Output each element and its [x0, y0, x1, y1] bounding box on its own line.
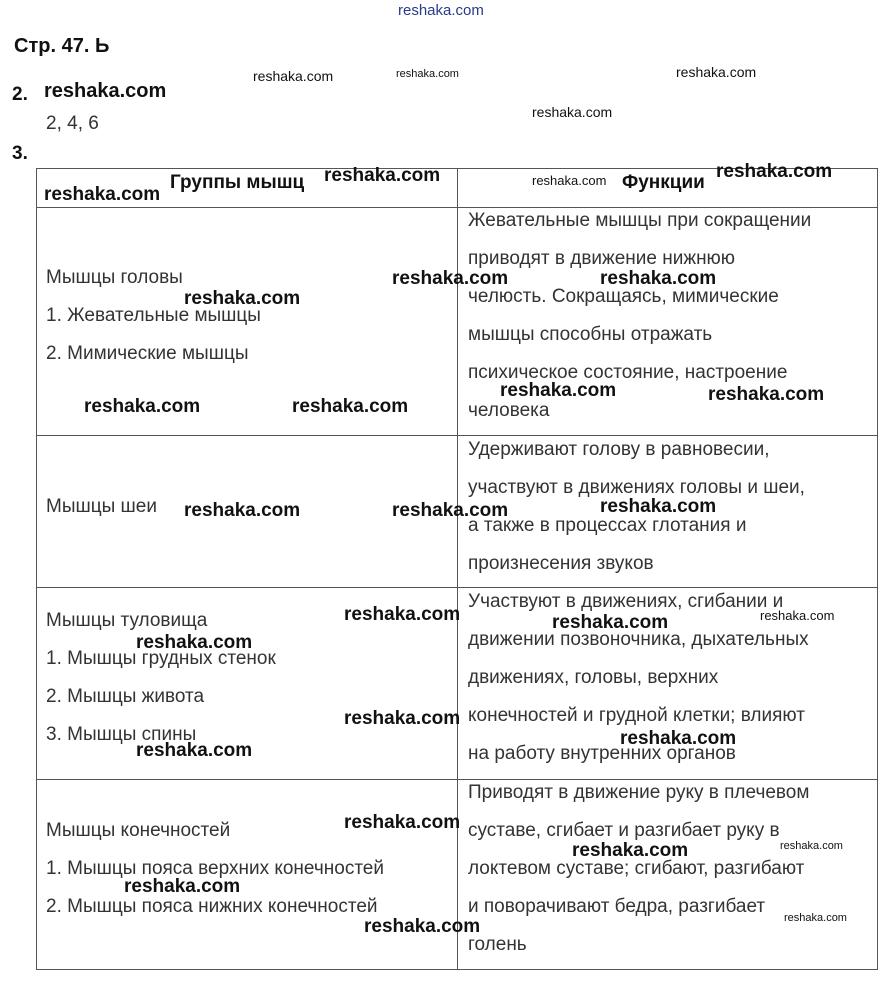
table-row-neck-group [46, 488, 157, 526]
watermark: reshaka.com [344, 708, 461, 729]
watermark: reshaka.com [500, 380, 617, 401]
watermark: reshaka.com [136, 740, 253, 761]
question-number-3: 3. [12, 143, 28, 164]
table-border-right [877, 168, 878, 970]
table-row-trunk-group [46, 602, 276, 754]
watermark: reshaka.com [532, 173, 607, 188]
group-line: 2. Мышцы живота [46, 686, 205, 707]
function-line: движениях, головы, верхних [468, 667, 719, 688]
watermark: reshaka.com [620, 728, 737, 749]
watermark: reshaka.com [344, 812, 461, 833]
watermark: reshaka.com [324, 165, 441, 186]
watermark: reshaka.com [552, 612, 669, 633]
watermark: reshaka.com [708, 384, 825, 405]
watermark: reshaka.com [124, 876, 241, 897]
group-line: 1. Мышцы пояса верхних конечностей [46, 858, 384, 879]
page-title [14, 35, 109, 58]
function-line: мышцы способны отражать [468, 324, 713, 345]
group-line: Мышцы туловища [46, 610, 208, 631]
watermark: reshaka.com [292, 396, 409, 417]
function-line: локтевом суставе; сгибают, разгибают [468, 858, 805, 879]
function-line: на работу внутренних органов [468, 743, 736, 764]
function-line: челюсть. Сокращаясь, мимические [468, 286, 779, 307]
watermark: reshaka.com [784, 912, 847, 924]
function-line: участвуют в движениях головы и шеи, [468, 477, 805, 498]
watermark: reshaka.com [44, 184, 161, 205]
watermark: reshaka.com [676, 64, 757, 80]
function-line: а также в процессах глотания и [468, 515, 747, 536]
watermark: reshaka.com [600, 268, 717, 289]
column-header-groups: Группы мышц [170, 172, 305, 193]
function-line: голень [468, 934, 527, 955]
watermark: reshaka.com [253, 68, 334, 84]
watermark: reshaka.com [760, 608, 835, 623]
question-number-2: 2. [12, 84, 28, 105]
watermark: reshaka.com [44, 80, 167, 102]
table-row-head-group [46, 259, 261, 373]
group-line: 2. Мимические мышцы [46, 343, 249, 364]
function-line: Удерживают голову в равновесии, [468, 439, 770, 460]
watermark: reshaka.com [572, 840, 689, 861]
watermark: reshaka.com [364, 916, 481, 937]
column-header-functions: Функции [622, 172, 705, 193]
function-line: суставе, сгибает и разгибает руку в [468, 820, 780, 841]
group-line: 3. Мышцы спины [46, 724, 197, 745]
function-line: психическое состояние, настроение [468, 362, 788, 383]
watermark: reshaka.com [716, 161, 833, 182]
function-line: приводят в движение нижнюю [468, 248, 736, 269]
watermark: reshaka.com [600, 496, 717, 517]
function-line: Приводят в движение руку в плечевом [468, 782, 810, 803]
function-line: и поворачивают бедра, разгибает [468, 896, 766, 917]
function-line: Жевательные мышцы при сокращении [468, 210, 812, 231]
group-line: Мышцы шеи [46, 496, 157, 517]
page-title-text: Стр. 47. [14, 35, 90, 57]
watermark: reshaka.com [780, 840, 843, 852]
table-row-limbs-function [468, 774, 809, 964]
watermark: reshaka.com [532, 104, 613, 120]
function-line: движении позвоночника, дыхательных [468, 629, 809, 650]
function-line: Участвуют в движениях, сгибании и [468, 591, 784, 612]
watermark: reshaka.com [398, 2, 484, 19]
watermark: reshaka.com [84, 396, 201, 417]
watermark: reshaka.com [392, 500, 509, 521]
group-line: 1. Мышцы грудных стенок [46, 648, 276, 669]
page-title-suffix: Ь [94, 35, 110, 57]
function-line: произнесения звуков [468, 553, 654, 574]
table-border-left [36, 168, 37, 970]
group-line: 1. Жевательные мышцы [46, 305, 261, 326]
watermark: reshaka.com [344, 604, 461, 625]
watermark: reshaka.com [136, 632, 253, 653]
group-line: Мышцы конечностей [46, 820, 231, 841]
watermark: reshaka.com [184, 288, 301, 309]
watermark: reshaka.com [184, 500, 301, 521]
watermark: reshaka.com [396, 68, 459, 80]
group-line: Мышцы головы [46, 267, 183, 288]
watermark: reshaka.com [392, 268, 509, 289]
table-row-limbs-group [46, 812, 384, 926]
group-line: 2. Мышцы пояса нижних конечностей [46, 896, 378, 917]
function-line: конечностей и грудной клетки; влияют [468, 705, 805, 726]
function-line: человека [468, 400, 550, 421]
question-2-answer: 2, 4, 6 [46, 113, 99, 134]
